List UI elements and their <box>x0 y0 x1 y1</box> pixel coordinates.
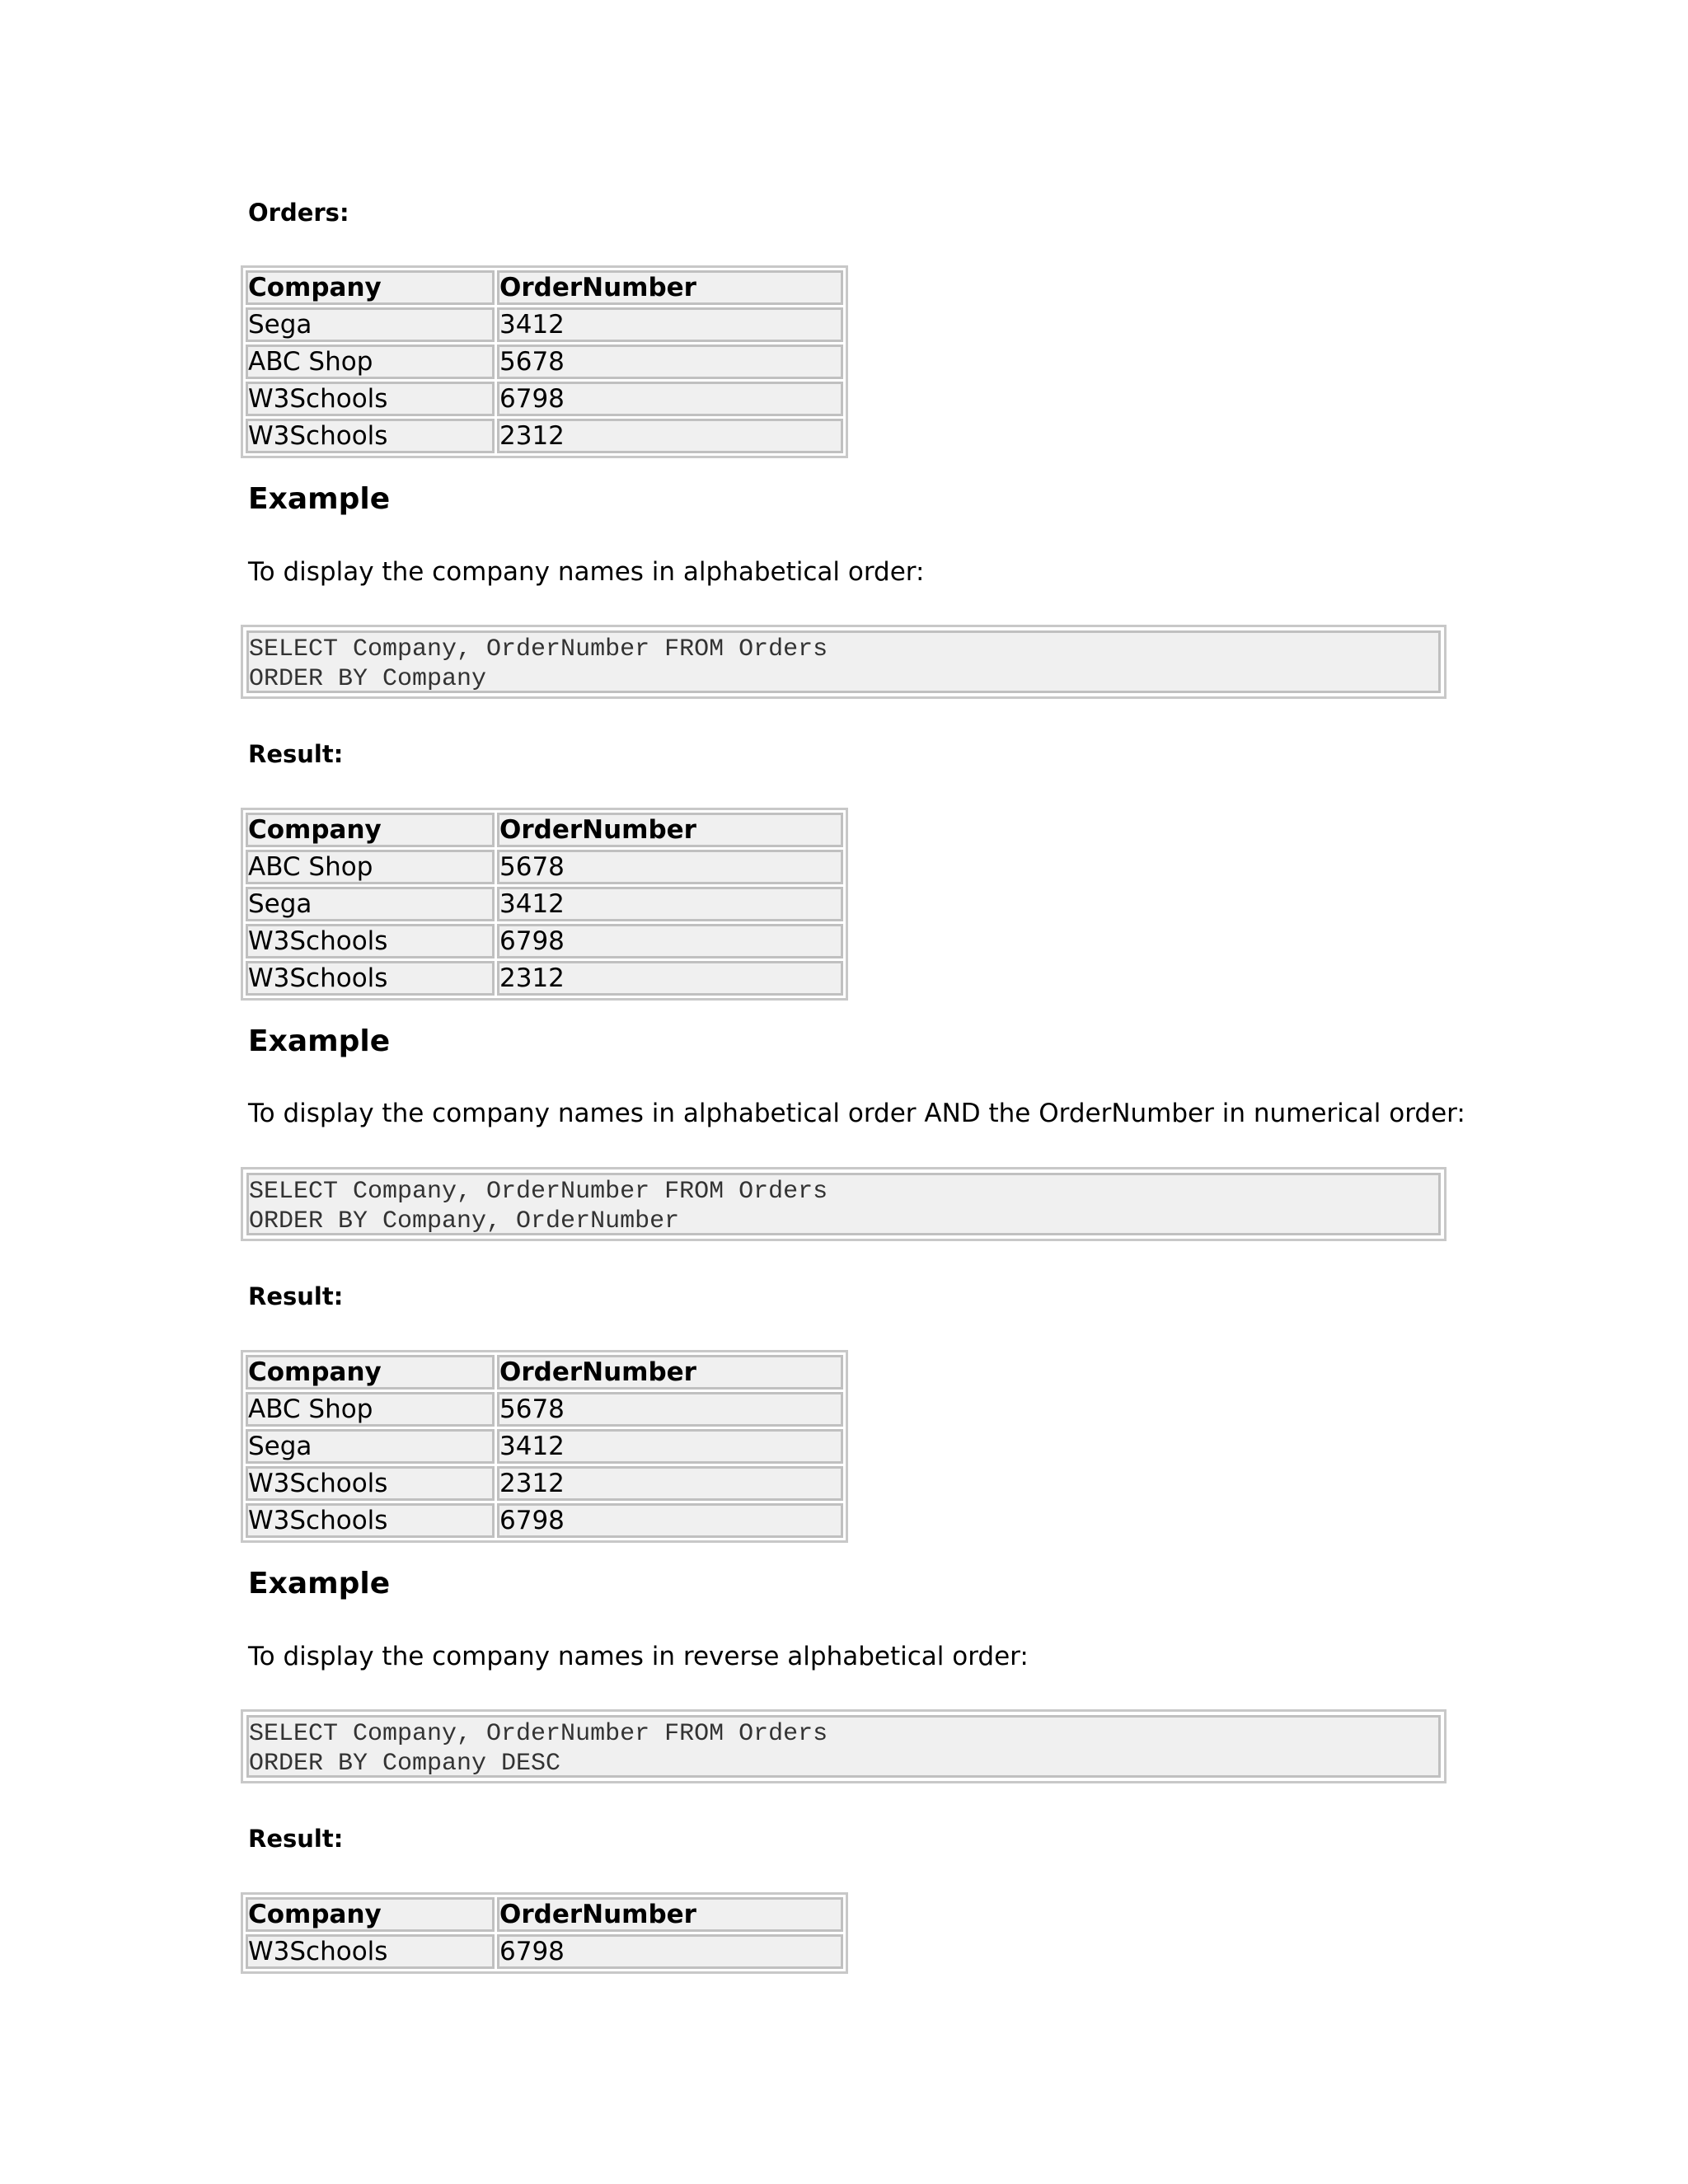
result-table <box>241 1350 848 1543</box>
table-row <box>246 887 843 921</box>
cell-ordernumber: 5678 <box>497 850 843 884</box>
code-line: ORDER BY Company, OrderNumber <box>249 1207 680 1235</box>
cell-company: W3Schools <box>246 419 495 453</box>
cell-company: Sega <box>246 307 495 342</box>
cell-ordernumber: 6798 <box>497 382 843 416</box>
cell-company: W3Schools <box>246 1503 495 1538</box>
example-description: To display the company names in reverse alphabetical order: <box>248 1642 1029 1671</box>
column-header-company: Company <box>246 813 495 847</box>
table-row <box>246 419 843 453</box>
result-label: Result: <box>248 740 344 768</box>
cell-ordernumber: 6798 <box>497 1934 843 1969</box>
code-line: ORDER BY Company DESC <box>249 1750 561 1778</box>
cell-ordernumber: 5678 <box>497 1392 843 1427</box>
result-label: Result: <box>248 1282 344 1310</box>
column-header-ordernumber: OrderNumber <box>497 813 843 847</box>
table-row <box>246 961 843 996</box>
table-header-row <box>246 1355 843 1390</box>
table-row <box>246 307 843 342</box>
orders-table <box>241 265 848 458</box>
table-row <box>246 924 843 958</box>
cell-company: W3Schools <box>246 924 495 958</box>
cell-company: W3Schools <box>246 1934 495 1969</box>
cell-ordernumber: 3412 <box>497 307 843 342</box>
cell-company: Sega <box>246 1429 495 1464</box>
cell-ordernumber: 2312 <box>497 419 843 453</box>
code-line: ORDER BY Company <box>249 665 487 693</box>
orders-label: Orders: <box>248 199 349 227</box>
example-description: To display the company names in alphabetical order AND the OrderNumber in numerical order: <box>248 1099 1465 1128</box>
table-row <box>246 382 843 416</box>
result-table <box>241 808 848 1001</box>
table-row <box>246 1934 843 1969</box>
table-row <box>246 1429 843 1464</box>
cell-ordernumber: 5678 <box>497 344 843 379</box>
cell-company: ABC Shop <box>246 344 495 379</box>
code-line: SELECT Company, OrderNumber FROM Orders <box>249 1178 828 1206</box>
column-header-ordernumber: OrderNumber <box>497 1897 843 1932</box>
cell-company: W3Schools <box>246 382 495 416</box>
column-header-company: Company <box>246 1355 495 1390</box>
cell-company: ABC Shop <box>246 850 495 884</box>
code-block <box>246 1715 1441 1778</box>
code-line: SELECT Company, OrderNumber FROM Orders <box>249 635 828 663</box>
table-header-row <box>246 1897 843 1932</box>
column-header-company: Company <box>246 270 495 305</box>
table-header-row <box>246 813 843 847</box>
cell-ordernumber: 3412 <box>497 887 843 921</box>
cell-company: Sega <box>246 887 495 921</box>
column-header-ordernumber: OrderNumber <box>497 270 843 305</box>
cell-ordernumber: 6798 <box>497 924 843 958</box>
cell-ordernumber: 2312 <box>497 961 843 996</box>
column-header-company: Company <box>246 1897 495 1932</box>
example-heading: Example <box>248 482 391 516</box>
example-description: To display the company names in alphabetical order: <box>248 557 925 587</box>
table-row <box>246 850 843 884</box>
cell-company: W3Schools <box>246 961 495 996</box>
example-heading: Example <box>248 1024 391 1058</box>
table-row <box>246 344 843 379</box>
code-example-box <box>241 625 1447 699</box>
cell-ordernumber: 3412 <box>497 1429 843 1464</box>
table-row <box>246 1392 843 1427</box>
table-row <box>246 1503 843 1538</box>
result-table <box>241 1892 848 1974</box>
cell-ordernumber: 2312 <box>497 1466 843 1501</box>
cell-company: ABC Shop <box>246 1392 495 1427</box>
code-block <box>246 630 1441 693</box>
code-example-box <box>241 1709 1447 1783</box>
example-heading: Example <box>248 1567 391 1601</box>
cell-company: W3Schools <box>246 1466 495 1501</box>
table-row <box>246 1466 843 1501</box>
table-header-row <box>246 270 843 305</box>
code-line: SELECT Company, OrderNumber FROM Orders <box>249 1720 828 1748</box>
result-label: Result: <box>248 1825 344 1853</box>
column-header-ordernumber: OrderNumber <box>497 1355 843 1390</box>
code-example-box <box>241 1167 1447 1241</box>
code-block <box>246 1173 1441 1235</box>
cell-ordernumber: 6798 <box>497 1503 843 1538</box>
